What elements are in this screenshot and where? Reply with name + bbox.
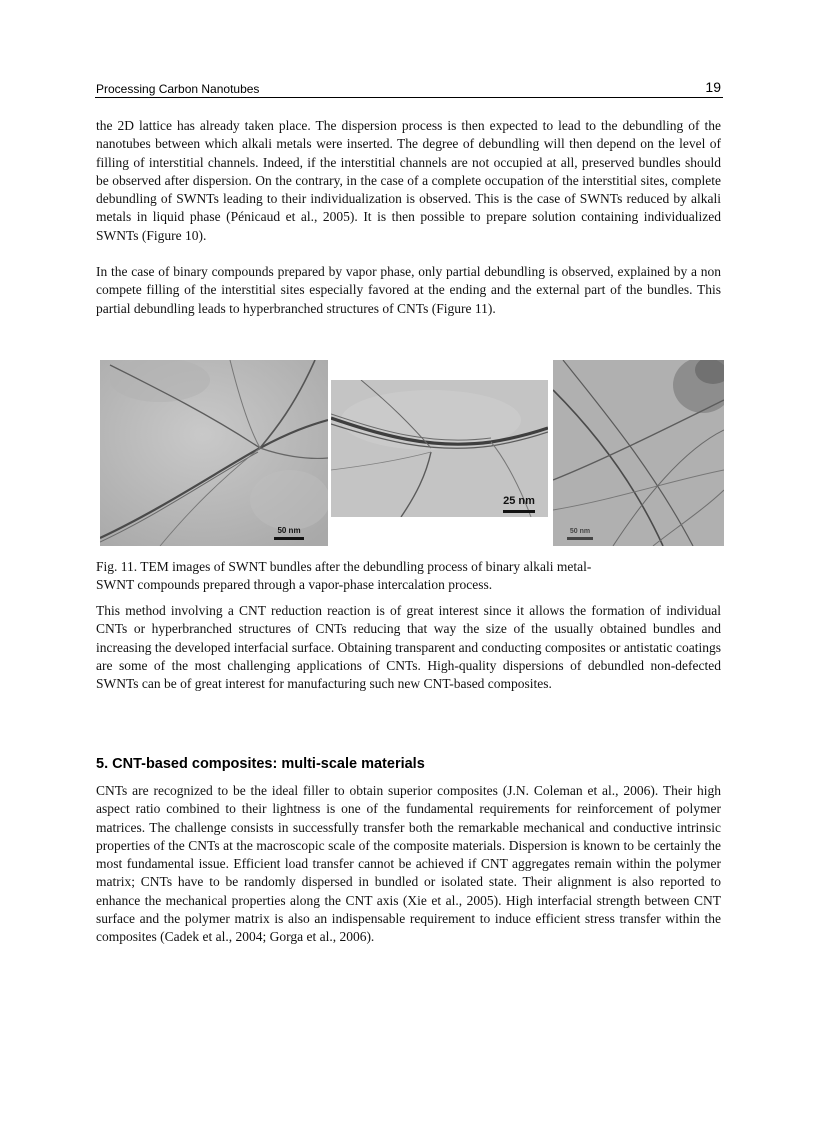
figure-caption <box>96 558 721 595</box>
section-heading: 5. CNT-based composites: multi-scale materials <box>96 756 425 772</box>
tem-image-1 <box>100 360 328 546</box>
paragraph-debundling: the 2D lattice has already taken place. The dispersion process is then expected to lead to the debundling of the nanotubes between which alkali metals were inserted. The degree of debundling will then depend on the level of filling of interstitial channels. Indeed, if the interstitial channels are not occupied at all, preserved bundles should be observed after dispersion. On the contrary, in the case of a complete occupation of the interstitial sites, complete debundling of SWNTs leading to their individualization is observed. This is the case of SWNTs reduced by alkali metals in liquid phase (Pénicaud et al., 2005). It is then possible to prepare solution containing individualized SWNTs (Figure 10). <box>96 118 721 243</box>
page-number: 19 <box>705 79 721 95</box>
running-title: Processing Carbon Nanotubes <box>96 82 260 96</box>
paragraph-vapor-phase: In the case of binary compounds prepared by vapor phase, only partial debundling is observed, explained by a non compete filling of the interstitial sites especially favored at the ending and the external part of the bundles. This partial debundling leads to hyperbranched structures of CNTs (Figure 11). <box>96 264 721 316</box>
tem-image-3 <box>553 360 724 546</box>
caption-line-2: SWNT compounds prepared through a vapor-phase intercalation process. <box>96 577 493 593</box>
paragraph-reduction-method: This method involving a CNT reduction reaction is of great interest since it allows the formation of individual CNTs or hyperbranched structures of CNTs reducing that way the size of the usually obtained bundles and increasing the developed interfacial surface. Obtaining transparent and conducting composites or antistatic coatings are some of the most challenging applications of CNTs. High-quality dispersions of debundled non-defected SWNTs can be of great interest for manufacturing such new CNT-based composites. <box>96 603 721 692</box>
scale-label-image-3: 50 nm <box>569 528 591 535</box>
running-header <box>95 78 723 98</box>
scale-bar-image-2 <box>503 510 535 513</box>
scale-label-image-1: 50 nm <box>277 526 301 535</box>
caption-line-1: Fig. 11. TEM images of SWNT bundles after the debundling process of binary alkali metal- <box>96 559 592 574</box>
paragraph-composites: CNTs are recognized to be the ideal filler to obtain superior composites (J.N. Coleman et al., 2006). Their high aspect ratio combined to their lightness is one of the fundamental requirements for reinforcement of polymer matrices. The challenge consists in successfully transfer both the remarkable mechanical and conductive intrinsic properties of the CNTs at the macroscopic scale of the composite materials. Dispersion is known to be certainly the most fundamental issue. Efficient load transfer cannot be achieved if CNT aggregates remain within the polymer matrix; CNTs have to be randomly dispersed in bundled or isolated state. Their alignment is also reported to enhance the mechanical properties along the CNT axis (Xie et al., 2005). High interfacial strength between CNT surface and the polymer matrix is also an indispensable requirement to induce efficient stress transfer within the composites (Cadek et al., 2004; Gorga et al., 2006). <box>96 783 721 945</box>
scale-bar-image-3 <box>567 537 593 540</box>
scale-label-image-2: 25 nm <box>503 495 535 507</box>
scale-bar-image-1 <box>274 537 304 540</box>
